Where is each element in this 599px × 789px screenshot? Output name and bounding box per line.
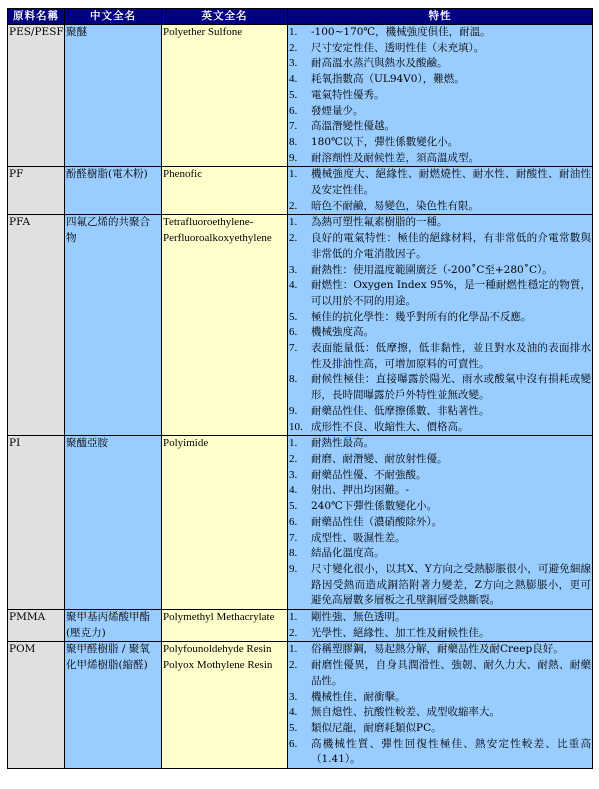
property-item [289,690,591,706]
chinese-name: 四氟乙烯的共聚合物 [65,215,162,436]
english-name: Polyfounoldehyde Resin Polyox Mothylene Resin [162,642,288,769]
property-text: 極佳的抗化學性：幾乎對所有的化學品不反應。 [311,310,532,323]
property-item [289,499,591,515]
material-properties-table [7,8,593,769]
property-text: 機械強度大、絕緣性、耐燃燒性、耐水性、耐酸性、耐油性及安定性佳。 [311,168,591,197]
english-name: Polyimide [162,436,288,610]
property-item [289,610,591,626]
properties-cell [288,25,593,167]
table-row [8,642,593,769]
english-name: Polyether Sulfone [162,25,288,167]
property-text: 成形性不良、收縮性大、價格高。 [311,420,469,433]
property-text: 電氣特性優秀。 [311,88,385,101]
property-text: 耐燃性：Oxygen Index 95%，是一種耐燃性穩定的物質，可以用於不同的用途。 [311,279,591,307]
property-text: 耐藥品性優、不耐強酸。 [311,468,427,481]
property-text: 為熱可塑性氟素樹脂的一種。 [311,216,448,229]
chinese-name: 聚甲醛樹脂 / 聚氧化甲烯樹脂(縮醛) [65,642,162,769]
property-number: 8. [289,373,298,386]
property-item [289,721,591,737]
property-text: -100~170℃，機械強度俱佳，耐溫。 [311,26,491,38]
property-item [289,215,591,231]
property-text: 尺寸變化很小，以其X、Y方向之受熱膨脹很小，可避免細線路因受熱而造成銅箔附著力變差，Z方向之熱膨脹小，更可避免高層數多層板之孔壁銅層受熱斷裂。 [311,562,591,607]
property-text: 耐熱性：使用溫度範圍廣泛（-200˚C至+280˚C）。 [311,263,553,276]
property-number: 8. [289,135,298,148]
property-item [289,562,591,609]
property-text: 耗氧指數高（UL94V0），難燃。 [311,73,465,86]
table-row [8,215,593,436]
property-text: 暗色不耐鹼，易變色，染色性有限。 [311,199,479,212]
material-code: PFA [8,215,65,436]
properties-list [289,436,591,609]
property-number: 9. [289,404,298,417]
property-number: 1. [289,168,298,181]
property-item [289,626,591,642]
property-item [289,546,591,562]
property-number: 1. [289,437,298,450]
chinese-name: 聚醚 [65,25,162,167]
property-text: 俗稱塑膠鋼，易起熱分解，耐藥品性及耐Creep良好。 [311,643,564,656]
property-text: 機械性佳、耐衝擊。 [311,690,406,703]
property-number: 2. [289,232,298,245]
property-item [289,531,591,547]
material-code: PMMA [8,610,65,642]
property-number: 1. [289,26,298,38]
property-item [289,468,591,484]
property-number: 9. [289,151,298,164]
property-item [289,151,591,167]
property-number: 9. [289,562,298,575]
property-number: 8. [289,547,298,560]
property-item [289,135,591,151]
properties-cell [288,642,593,769]
property-text: 成型性、吸濕性差。 [311,531,406,544]
property-text: 耐高溫水蒸汽與熱水及酸鹼。 [311,57,448,70]
property-number: 2. [289,452,298,465]
property-item [289,167,591,198]
property-item [289,515,591,531]
header-row [8,9,593,25]
property-number: 4. [289,484,298,497]
property-item [289,642,591,658]
properties-list [289,610,591,641]
property-text: 180℃以下，彈性係數變化小。 [311,135,459,148]
property-number: 5. [289,310,298,323]
property-text: 尺寸安定性佳、透明性佳（未充填）。 [311,41,485,54]
property-number: 7. [289,120,298,133]
property-number: 3. [289,468,298,481]
property-item [289,88,591,104]
property-number: 6. [289,737,298,750]
property-item [289,705,591,721]
property-text: 表面能量低：低摩擦，低非黏性，並且對水及油的表面排水性及排油性高，可增加原料的可賣性。 [311,342,591,370]
table-row [8,436,593,610]
property-number: 6. [289,326,298,339]
property-number: 4. [289,706,298,719]
chinese-name: 酚醛樹脂(電木粉) [65,167,162,215]
property-text: 耐磨性優異，自身具潤滑性、強韌、耐久力大、耐熱、耐藥品性。 [311,659,591,687]
property-item [289,25,591,41]
properties-cell [288,215,593,436]
table-body [8,25,593,769]
property-item [289,104,591,120]
property-item [289,737,591,768]
property-number: 1. [289,643,298,656]
properties-list [289,215,591,435]
property-number: 6. [289,515,298,528]
material-code: PES/PESF [8,25,65,167]
english-name: Tetrafluoroethylene-Perfluoroalkoxyethylene [162,215,288,436]
property-item [289,436,591,452]
property-text: 高溫潛變性優越。 [311,120,395,133]
english-name: Phenofic [162,167,288,215]
property-number: 1. [289,611,298,624]
header-code: 原料名稱 [8,9,65,25]
material-code: POM [8,642,65,769]
property-item [289,452,591,468]
header-properties: 特性 [288,9,593,25]
property-number: 3. [289,690,298,703]
property-number: 5. [289,88,298,101]
property-item [289,404,591,420]
property-text: 無自熄性、抗酸性較差、成型收縮率大。 [311,706,500,719]
property-text: 光學性、絕緣性、加工性及耐候性佳。 [311,626,490,639]
table-row [8,610,593,642]
property-number: 10. [289,420,303,433]
property-item [289,420,591,436]
property-text: 240℃下彈性係數變化小。 [311,500,438,513]
property-item [289,119,591,135]
property-item [289,310,591,326]
property-number: 7. [289,531,298,544]
property-text: 剛性強、無色透明。 [311,611,406,624]
property-text: 射出、押出均困難。- [311,484,410,497]
property-text: 機械強度高。 [311,326,374,339]
property-item [289,199,591,215]
properties-list [289,642,591,768]
property-number: 5. [289,721,298,734]
property-item [289,231,591,262]
table-row [8,25,593,167]
property-text: 耐磨、耐潛變、耐放射性優。 [311,452,448,465]
property-text: 發煙量少。 [311,104,364,117]
property-text: 耐候性極佳：直接曝露於陽光、雨水或酸氣中沒有損耗或變形，長時間曝露於戶外特性並無改變。 [311,373,591,402]
property-number: 2. [289,626,298,639]
property-text: 結晶化溫度高。 [311,547,385,560]
property-number: 3. [289,263,298,276]
property-item [289,483,591,499]
table-row [8,167,593,215]
header-chinese-name: 中文全名 [65,9,162,25]
property-number: 2. [289,659,298,672]
property-item [289,658,591,689]
property-number: 2. [289,199,298,212]
property-item [289,278,591,309]
chinese-name: 聚醯亞胺 [65,436,162,610]
material-code: PI [8,436,65,610]
property-number: 1. [289,216,298,229]
property-text: 類似尼龍，耐磨耗類似PC。 [311,721,442,734]
property-number: 3. [289,57,298,70]
property-text: 耐熱性最高。 [311,437,374,450]
header-english-name: 英文全名 [162,9,288,25]
property-number: 4. [289,279,298,292]
properties-cell [288,436,593,610]
properties-cell [288,167,593,215]
chinese-name: 聚甲基丙烯酸甲酯(壓克力) [65,610,162,642]
properties-list [289,25,591,166]
property-number: 2. [289,41,298,54]
property-text: 耐藥品性佳（濃硝酸除外）。 [311,515,443,528]
property-text: 耐藥品性佳、低摩擦係數、非粘著性。 [311,404,490,417]
property-text: 高機械性質、彈性回復性極佳、熱安定性較差、比重高（1.41）。 [311,737,591,766]
property-item [289,56,591,72]
material-code: PF [8,167,65,215]
property-item [289,325,591,341]
property-item [289,72,591,88]
property-item [289,341,591,372]
property-item [289,263,591,279]
property-text: 耐溶劑性及耐候性差，須高溫成型。 [311,151,479,164]
properties-list [289,167,591,214]
property-item [289,41,591,57]
property-item [289,372,591,403]
property-number: 5. [289,500,298,513]
property-text: 良好的電氣特性：極佳的絕緣材料，有非常低的介電常數與非常低的介電消散因子。 [311,232,591,260]
property-number: 7. [289,342,298,355]
property-number: 6. [289,104,298,117]
properties-cell [288,610,593,642]
property-number: 4. [289,73,298,86]
english-name: Polymethyl Methacrylate [162,610,288,642]
